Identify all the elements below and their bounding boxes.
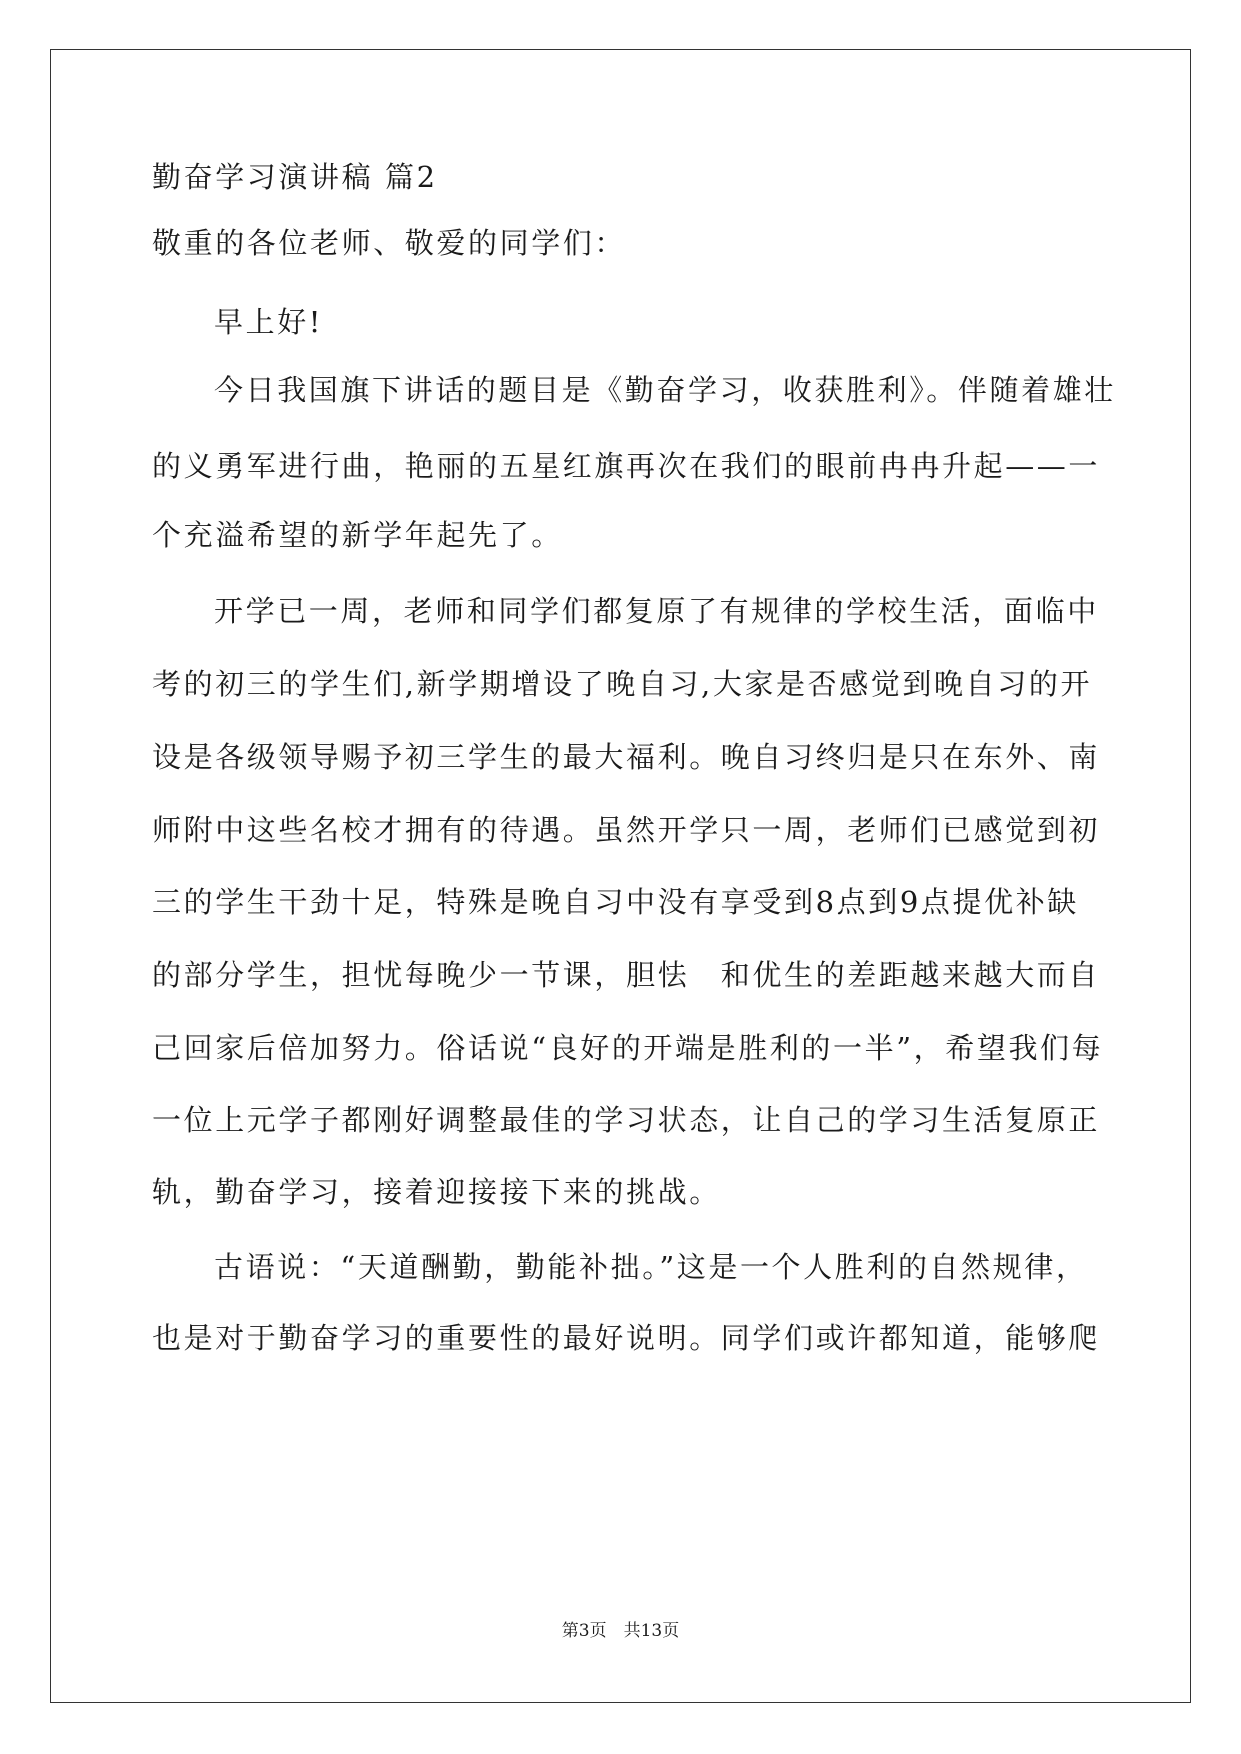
text-line: 轨，勤奋学习，接着迎接接下来的挑战。 — [152, 1175, 721, 1209]
text-line: 三的学生干劲十足，特殊是晚自习中没有享受到8点到9点提优补缺 — [152, 885, 1079, 919]
text-line: 一位上元学子都刚好调整最佳的学习状态，让自己的学习生活复原正 — [152, 1103, 1101, 1137]
greeting: 早上好! — [214, 305, 324, 339]
text-line: 考的初三的学生们,新学期增设了晚自习,大家是否感觉到晚自习的开 — [152, 667, 1093, 701]
salutation: 敬重的各位老师、敬爱的同学们： — [152, 226, 627, 260]
text-line: 开学已一周，老师和同学们都复原了有规律的学校生活，面临中 — [214, 594, 1099, 628]
text-line: 个充溢希望的新学年起先了。 — [152, 518, 563, 552]
text-line: 师附中这些名校才拥有的待遇。虽然开学只一周，老师们已感觉到初 — [152, 813, 1101, 847]
text-line: 设是各级领导赐予初三学生的最大福利。晚自习终归是只在东外、南 — [152, 740, 1101, 774]
page-number: 第3页 共13页 — [561, 1621, 680, 1641]
text-line: 也是对于勤奋学习的重要性的最好说明。同学们或许都知道，能够爬 — [152, 1321, 1101, 1355]
text-line: 今日我国旗下讲话的题目是《勤奋学习，收获胜利》。伴随着雄壮 — [214, 373, 1116, 407]
text-line: 的义勇军进行曲，艳丽的五星红旗再次在我们的眼前冉冉升起——一 — [152, 449, 1101, 483]
document-title: 勤奋学习演讲稿 篇2 — [152, 160, 438, 194]
text-line: 古语说：“天道酬勤，勤能补拙。”这是一个人胜利的自然规律， — [214, 1250, 1088, 1284]
page-border — [50, 49, 1191, 1703]
text-line: 己回家后倍加努力。俗话说“良好的开端是胜利的一半”，希望我们每 — [152, 1031, 1104, 1065]
text-line: 的部分学生，担忧每晚少一节课，胆怯 和优生的差距越来越大而自 — [152, 958, 1101, 992]
